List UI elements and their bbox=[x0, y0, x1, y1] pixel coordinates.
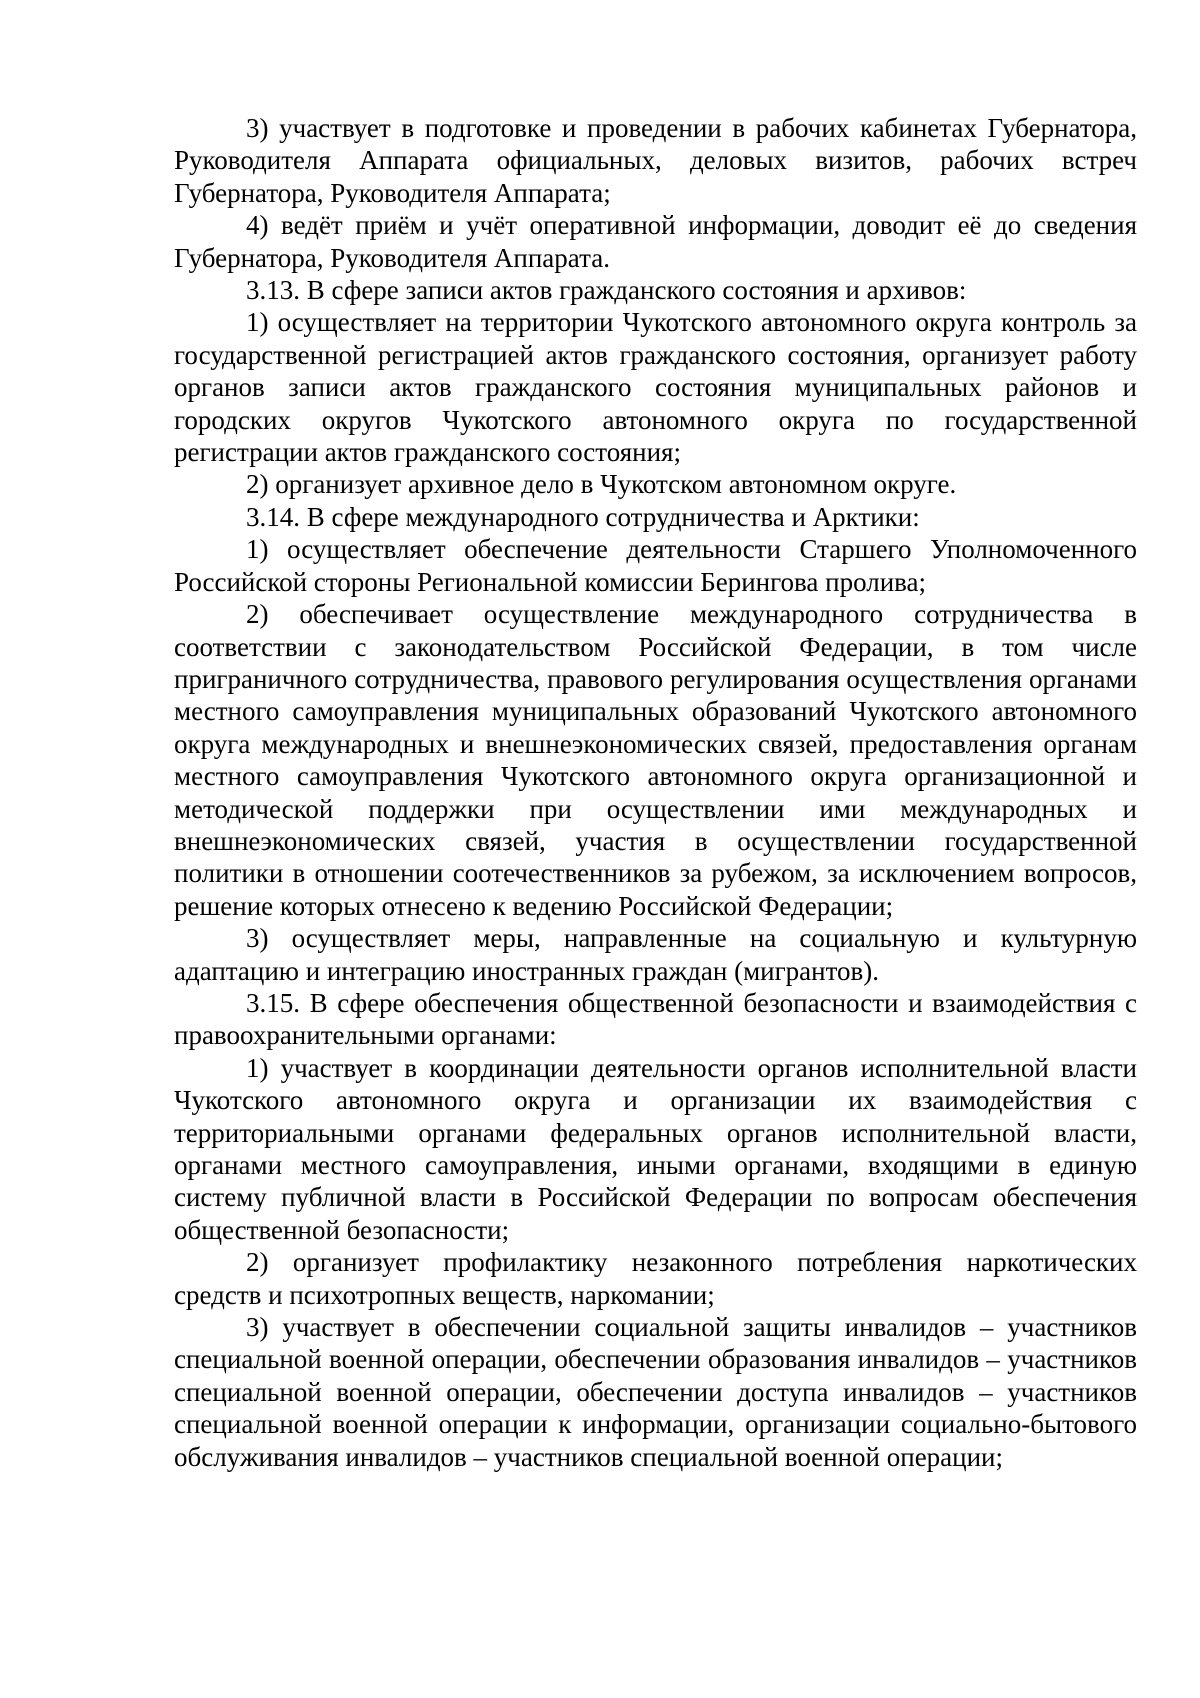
section-heading-3-15: 3.15. В сфере обеспечения общественной безопасности и взаимодействия с правоохранительными органами: bbox=[174, 987, 1137, 1051]
paragraph-item-4-operational-info: 4) ведёт приём и учёт оперативной информации, доводит её до сведения Губернатора, Руководителя Аппарата. bbox=[174, 210, 1137, 273]
document-page bbox=[174, 112, 1137, 1473]
paragraph-3-14-item-3: 3) осуществляет меры, направленные на социальную и культурную адаптацию и интеграцию иностранных граждан (мигрантов). bbox=[174, 923, 1137, 986]
paragraph-3-15-item-1: 1) участвует в координации деятельности органов исполнительной власти Чукотского автономного округа и организации их взаимодействия с территориальными органами федеральных органов исполнительной власти, органами местного самоуправления, иными органами, входящими в единую систему публичной власти в Российской Федерации по вопросам обеспечения общественной безопасности; bbox=[174, 1052, 1137, 1245]
paragraph-3-13-item-1: 1) осуществляет на территории Чукотского автономного округа контроль за государственной регистрацией актов гражданского состояния, организует работу органов записи актов гражданского состояния муниципальных районов и городских округов Чукотского автономного округа по государственной регистрации актов гражданского состояния; bbox=[174, 307, 1137, 468]
paragraph-item-3-participation: 3) участвует в подготовке и проведении в рабочих кабинетах Губернатора, Руководителя Аппарата официальных, деловых визитов, рабочих встреч Губернатора, Руководителя Аппарата; bbox=[174, 113, 1137, 208]
paragraph-3-15-item-3: 3) участвует в обеспечении социальной защиты инвалидов – участников специальной военной операции, обеспечении образования инвалидов – участников специальной военной операции, обеспечении доступа инвалидов – участников специальной военной операции к информации, организации социально-бытового обслуживания инвалидов – участников специальной военной операции; bbox=[174, 1312, 1137, 1472]
paragraph-3-15-item-2: 2) организует профилактику незаконного потребления наркотических средств и психотропных веществ, наркомании; bbox=[174, 1247, 1137, 1310]
paragraph-3-13-item-2: 2) организует архивное дело в Чукотском автономном округе. bbox=[246, 469, 957, 500]
paragraph-3-14-item-2: 2) обеспечивает осуществление международного сотрудничества в соответствии с законодательством Российской Федерации, в том числе приграничного сотрудничества, правового регулирования осуществления органами местного самоуправления муниципальных образований Чукотского автономного округа международных и внешнеэкономических связей, предоставления органам местного самоуправления Чукотского автономного округа организационной и методической поддержки при осуществлении ими международных и внешнеэкономических связей, участия в осуществлении государственной политики в отношении соотечественников за рубежом, за исключением вопросов, решение которых отнесено к ведению Российской Федерации; bbox=[174, 599, 1137, 921]
section-heading-3-14: 3.14. В сфере международного сотрудничества и Арктики: bbox=[246, 501, 920, 532]
section-heading-3-13: 3.13. В сфере записи актов гражданского состояния и архивов: bbox=[246, 275, 967, 306]
paragraph-3-14-item-1: 1) осуществляет обеспечение деятельности Старшего Уполномоченного Российской стороны Региональной комиссии Берингова пролива; bbox=[174, 534, 1137, 597]
